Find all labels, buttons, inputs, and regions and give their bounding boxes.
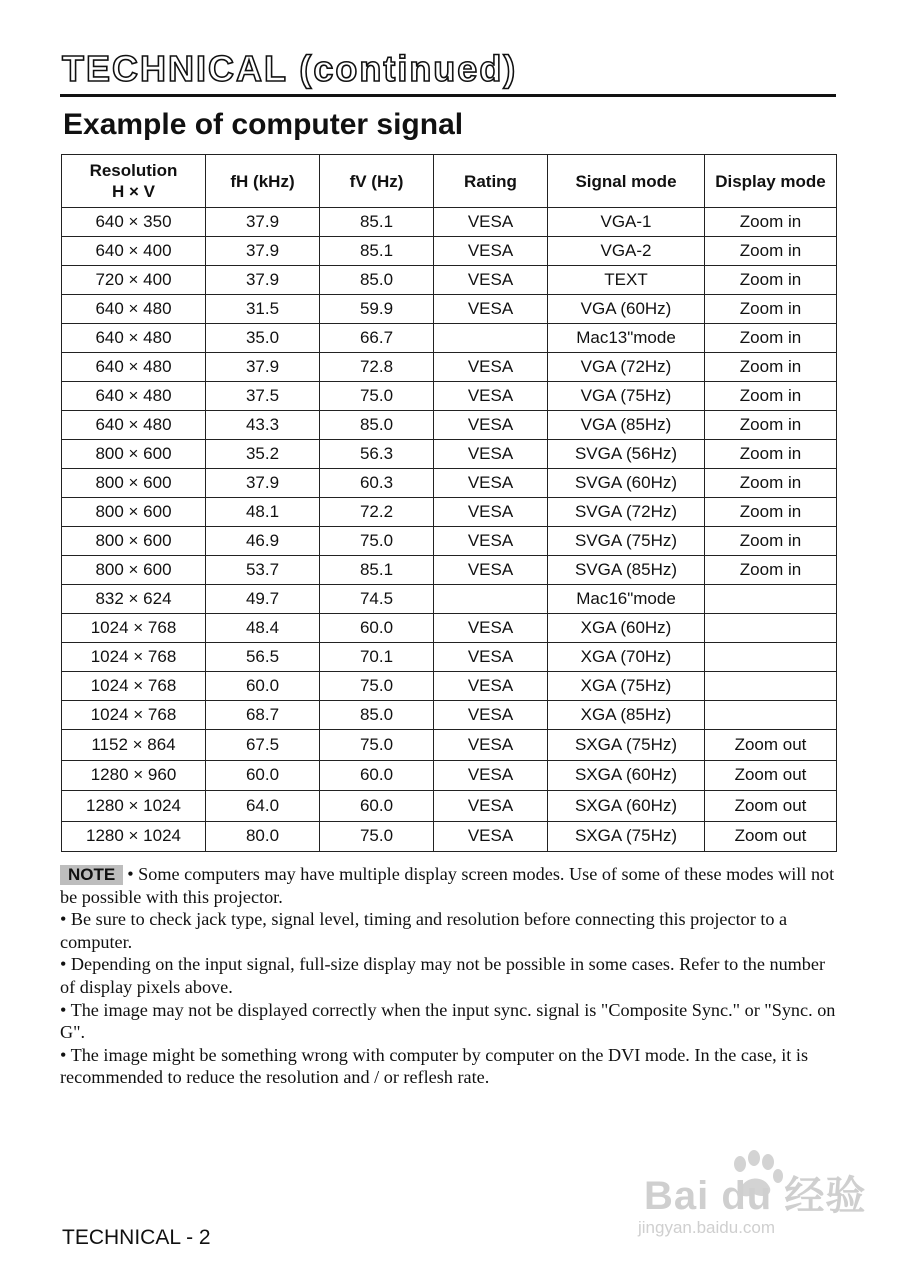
cell-rating: VESA	[434, 469, 548, 498]
cell-resolution: 1152 × 864	[62, 730, 206, 761]
cell-fh: 37.9	[206, 208, 320, 237]
column-header-display-mode: Display mode	[705, 155, 837, 208]
cell-resolution: 1024 × 768	[62, 672, 206, 701]
watermark	[638, 1150, 867, 1245]
column-header-resolution	[62, 155, 206, 208]
cell-fh: 48.4	[206, 614, 320, 643]
cell-fv: 85.0	[320, 701, 434, 730]
table-row	[62, 585, 837, 614]
cell-signal-mode: VGA (75Hz)	[548, 382, 705, 411]
cell-fh: 60.0	[206, 672, 320, 701]
cell-display-mode: Zoom in	[705, 295, 837, 324]
cell-fv: 74.5	[320, 585, 434, 614]
table-row	[62, 527, 837, 556]
note-item: • Depending on the input signal, full-size display may not be possible in some cases. Refer to the number of display pixels above.	[60, 954, 826, 997]
table-row	[62, 821, 837, 852]
cell-fv: 75.0	[320, 382, 434, 411]
cell-resolution: 1280 × 1024	[62, 791, 206, 822]
page-title: TECHNICAL (continued)	[62, 48, 518, 89]
cell-fh: 53.7	[206, 556, 320, 585]
cell-resolution: 800 × 600	[62, 527, 206, 556]
note-item: • The image might be something wrong with computer by computer on the DVI mode. In the case, it is recommended to reduce the resolution and / or reflesh rate.	[60, 1044, 809, 1088]
cell-resolution: 1280 × 960	[62, 760, 206, 791]
cell-rating: VESA	[434, 382, 548, 411]
cell-rating: VESA	[434, 353, 548, 382]
table-row	[62, 324, 837, 353]
cell-display-mode: Zoom out	[705, 821, 837, 852]
cell-signal-mode: SXGA (75Hz)	[548, 821, 705, 852]
cell-rating: VESA	[434, 237, 548, 266]
cell-fh: 49.7	[206, 585, 320, 614]
page-footer: TECHNICAL - 2	[62, 1226, 211, 1249]
cell-fv: 75.0	[320, 527, 434, 556]
column-header-sublabel: H × V	[112, 182, 155, 201]
cell-signal-mode: SXGA (75Hz)	[548, 730, 705, 761]
cell-fh: 68.7	[206, 701, 320, 730]
cell-display-mode: Zoom in	[705, 382, 837, 411]
cell-signal-mode: VGA-2	[548, 237, 705, 266]
cell-fv: 75.0	[320, 821, 434, 852]
note-item: NOTE • Some computers may have multiple display screen modes. Use of some of these modes will not be possible with this projector.	[60, 864, 835, 907]
cell-fv: 72.8	[320, 353, 434, 382]
cell-fv: 56.3	[320, 440, 434, 469]
cell-signal-mode: SVGA (72Hz)	[548, 498, 705, 527]
cell-display-mode: Zoom in	[705, 440, 837, 469]
cell-display-mode: Zoom out	[705, 791, 837, 822]
cell-resolution: 640 × 350	[62, 208, 206, 237]
watermark-url: jingyan.baidu.com	[638, 1218, 776, 1237]
cell-display-mode: Zoom in	[705, 498, 837, 527]
table-row	[62, 353, 837, 382]
cell-rating: VESA	[434, 411, 548, 440]
cell-rating: VESA	[434, 791, 548, 822]
cell-fh: 60.0	[206, 760, 320, 791]
cell-fv: 85.1	[320, 208, 434, 237]
cell-display-mode: Zoom in	[705, 208, 837, 237]
cell-display-mode	[705, 643, 837, 672]
cell-signal-mode: SVGA (75Hz)	[548, 527, 705, 556]
cell-signal-mode: SXGA (60Hz)	[548, 791, 705, 822]
table-row	[62, 237, 837, 266]
cell-resolution: 640 × 480	[62, 353, 206, 382]
table-header-row	[62, 155, 837, 208]
cell-resolution: 640 × 480	[62, 382, 206, 411]
cell-signal-mode: SXGA (60Hz)	[548, 760, 705, 791]
cell-rating: VESA	[434, 556, 548, 585]
column-header-label: Resolution	[89, 161, 178, 180]
cell-resolution: 1024 × 768	[62, 614, 206, 643]
table-row	[62, 382, 837, 411]
cell-signal-mode: SVGA (56Hz)	[548, 440, 705, 469]
table-row	[62, 411, 837, 440]
cell-fh: 37.9	[206, 237, 320, 266]
note-item: • The image may not be displayed correctly when the input sync. signal is "Composite Sync." or "Sync. on G".	[60, 999, 836, 1043]
cell-fv: 60.0	[320, 760, 434, 791]
cell-resolution: 640 × 480	[62, 295, 206, 324]
cell-fh: 37.9	[206, 353, 320, 382]
cell-display-mode	[705, 585, 837, 614]
cell-rating	[434, 324, 548, 353]
cell-display-mode: Zoom in	[705, 237, 837, 266]
cell-display-mode: Zoom in	[705, 324, 837, 353]
table-row	[62, 469, 837, 498]
cell-rating: VESA	[434, 295, 548, 324]
cell-signal-mode: Mac16"mode	[548, 585, 705, 614]
cell-fh: 67.5	[206, 730, 320, 761]
cell-display-mode: Zoom in	[705, 266, 837, 295]
cell-display-mode	[705, 672, 837, 701]
signal-table	[61, 154, 837, 852]
cell-signal-mode: XGA (70Hz)	[548, 643, 705, 672]
cell-fh: 46.9	[206, 527, 320, 556]
cell-resolution: 720 × 400	[62, 266, 206, 295]
cell-display-mode: Zoom in	[705, 527, 837, 556]
cell-signal-mode: VGA (85Hz)	[548, 411, 705, 440]
notes	[60, 863, 838, 1089]
cell-fv: 59.9	[320, 295, 434, 324]
cell-rating: VESA	[434, 266, 548, 295]
table-row	[62, 266, 837, 295]
cell-fh: 80.0	[206, 821, 320, 852]
cell-signal-mode: SVGA (85Hz)	[548, 556, 705, 585]
note-label: NOTE	[60, 865, 123, 885]
cell-rating: VESA	[434, 701, 548, 730]
cell-fh: 56.5	[206, 643, 320, 672]
cell-fh: 37.9	[206, 266, 320, 295]
cell-display-mode	[705, 614, 837, 643]
cell-fh: 37.9	[206, 469, 320, 498]
watermark-logo: Bai du 经验	[644, 1174, 867, 1218]
cell-display-mode: Zoom in	[705, 411, 837, 440]
cell-signal-mode: SVGA (60Hz)	[548, 469, 705, 498]
cell-fh: 35.0	[206, 324, 320, 353]
column-header-signal-mode: Signal mode	[548, 155, 705, 208]
table-row	[62, 498, 837, 527]
cell-resolution: 832 × 624	[62, 585, 206, 614]
table-row	[62, 730, 837, 761]
table-row	[62, 643, 837, 672]
table-row	[62, 556, 837, 585]
cell-rating: VESA	[434, 760, 548, 791]
cell-resolution: 1024 × 768	[62, 643, 206, 672]
cell-display-mode: Zoom in	[705, 469, 837, 498]
cell-resolution: 800 × 600	[62, 469, 206, 498]
cell-fh: 48.1	[206, 498, 320, 527]
cell-fv: 72.2	[320, 498, 434, 527]
table-row	[62, 440, 837, 469]
cell-signal-mode: VGA (72Hz)	[548, 353, 705, 382]
column-header-fv: fV (Hz)	[320, 155, 434, 208]
cell-rating: VESA	[434, 527, 548, 556]
cell-signal-mode: TEXT	[548, 266, 705, 295]
cell-rating: VESA	[434, 643, 548, 672]
column-header-rating: Rating	[434, 155, 548, 208]
cell-fh: 35.2	[206, 440, 320, 469]
cell-display-mode: Zoom in	[705, 556, 837, 585]
cell-resolution: 800 × 600	[62, 556, 206, 585]
cell-fv: 60.0	[320, 614, 434, 643]
cell-rating	[434, 585, 548, 614]
cell-fh: 64.0	[206, 791, 320, 822]
cell-fv: 85.0	[320, 411, 434, 440]
table-row	[62, 672, 837, 701]
cell-signal-mode: XGA (75Hz)	[548, 672, 705, 701]
cell-fv: 85.1	[320, 237, 434, 266]
note-item: • Be sure to check jack type, signal level, timing and resolution before connecting this projector to a computer.	[60, 909, 788, 952]
cell-rating: VESA	[434, 730, 548, 761]
table-row	[62, 701, 837, 730]
cell-signal-mode: VGA (60Hz)	[548, 295, 705, 324]
table-row	[62, 295, 837, 324]
cell-fh: 43.3	[206, 411, 320, 440]
cell-display-mode: Zoom out	[705, 760, 837, 791]
cell-fv: 60.3	[320, 469, 434, 498]
cell-fh: 31.5	[206, 295, 320, 324]
cell-display-mode: Zoom out	[705, 730, 837, 761]
cell-rating: VESA	[434, 498, 548, 527]
cell-resolution: 1024 × 768	[62, 701, 206, 730]
table-row	[62, 791, 837, 822]
cell-signal-mode: XGA (85Hz)	[548, 701, 705, 730]
cell-fh: 37.5	[206, 382, 320, 411]
cell-resolution: 640 × 480	[62, 411, 206, 440]
table-row	[62, 208, 837, 237]
cell-rating: VESA	[434, 614, 548, 643]
cell-fv: 66.7	[320, 324, 434, 353]
cell-display-mode	[705, 701, 837, 730]
cell-signal-mode: Mac13"mode	[548, 324, 705, 353]
cell-fv: 75.0	[320, 730, 434, 761]
table-body	[62, 208, 837, 852]
cell-resolution: 1280 × 1024	[62, 821, 206, 852]
cell-fv: 85.1	[320, 556, 434, 585]
page-header	[60, 44, 836, 97]
cell-signal-mode: XGA (60Hz)	[548, 614, 705, 643]
cell-resolution: 800 × 600	[62, 498, 206, 527]
cell-resolution: 640 × 400	[62, 237, 206, 266]
cell-fv: 85.0	[320, 266, 434, 295]
cell-rating: VESA	[434, 208, 548, 237]
cell-signal-mode: VGA-1	[548, 208, 705, 237]
table-row	[62, 614, 837, 643]
cell-fv: 75.0	[320, 672, 434, 701]
cell-display-mode: Zoom in	[705, 353, 837, 382]
cell-rating: VESA	[434, 821, 548, 852]
cell-resolution: 640 × 480	[62, 324, 206, 353]
table-row	[62, 760, 837, 791]
cell-rating: VESA	[434, 672, 548, 701]
cell-fv: 70.1	[320, 643, 434, 672]
cell-fv: 60.0	[320, 791, 434, 822]
cell-rating: VESA	[434, 440, 548, 469]
column-header-fh: fH (kHz)	[206, 155, 320, 208]
cell-resolution: 800 × 600	[62, 440, 206, 469]
section-title: Example of computer signal	[63, 108, 464, 141]
